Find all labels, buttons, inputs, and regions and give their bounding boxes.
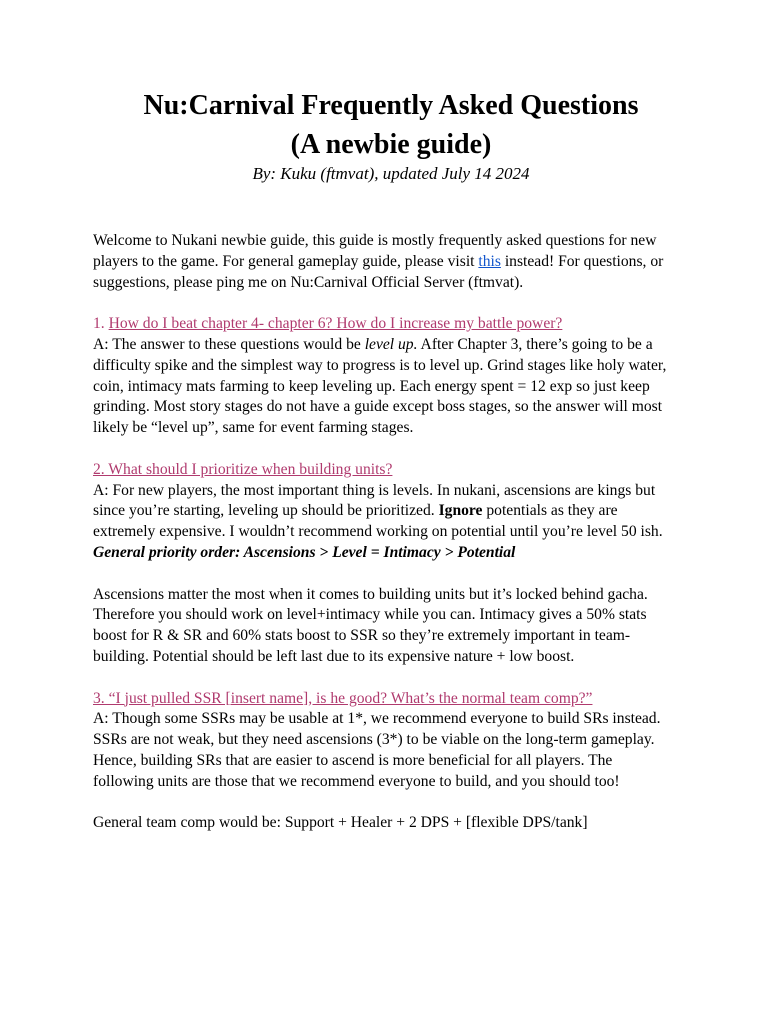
intro-paragraph	[93, 231, 675, 293]
answer-2-start: A: For new players, the most important thing is levels. In nukani, ascensions are kings but since you’re starting, leveling up should be prioritized.	[93, 481, 656, 520]
title-line-1: Nu:Carnival Frequently Asked Questions	[143, 90, 639, 121]
priority-order	[93, 543, 675, 564]
byline: By: Kuku (ftmvat), updated July 14 2024	[252, 164, 530, 183]
answer-1-rest: After Chapter 3, there’s going to be a difficulty spike and the simplest way to progress is to level up. Grind stages like holy water, coin, intimacy mats farming to keep leveling up. Each energy spent = 12 exp so just keep grinding. Most story stages do not have a guide except boss stages, so the answer will most likely be “level up”, same for event farming stages.	[93, 335, 667, 437]
title-line-2: (A newbie guide)	[290, 129, 492, 160]
answer-1	[93, 335, 675, 439]
gameplay-guide-link[interactable]: this	[478, 252, 501, 270]
question-3-text: 3. “I just pulled SSR [insert name], is he good? What’s the normal team comp?”	[93, 689, 593, 707]
answer-2	[93, 481, 675, 543]
answer-2-rest: potentials as they are extremely expensive. I wouldn’t recommend working on potential until you’re level 50 ish.	[93, 502, 663, 541]
team-comp-paragraph: General team comp would be: Support + Healer + 2 DPS + [flexible DPS/tank]	[93, 814, 588, 832]
answer-1-start: A: The answer to these questions would be	[93, 335, 365, 353]
priority-order-text: General priority order: Ascensions > Level = Intimacy > Potential	[93, 543, 516, 561]
question-1-number: 1.	[93, 315, 109, 333]
answer-3: A: Though some SSRs may be usable at 1*, we recommend everyone to build SRs instead. SSRs are not weak, but they need ascensions (3*) to be viable on the long-term gameplay. Hence, building SRs that are easier to ascend is more beneficial for all players. The following units are those that we recommend everyone to build, and you should too!	[93, 710, 661, 790]
document-body	[93, 231, 675, 834]
question-1-heading	[93, 314, 675, 335]
question-2-text: 2. What should I prioritize when building units?	[93, 460, 393, 478]
question-3-heading	[93, 689, 675, 710]
answer-2-bold: Ignore	[438, 502, 483, 520]
question-1-text: How do I beat chapter 4- chapter 6? How do I increase my battle power?	[108, 315, 563, 333]
ascension-paragraph: Ascensions matter the most when it comes to building units but it’s locked behind gacha. Therefore you should work on level+intimacy while you can. Intimacy gives a 50% stats boost for R & SR and 60% stats boost to SSR so they’re extremely important in team-building. Potential should be left last due to its expensive nature + low boost.	[93, 585, 648, 665]
intro-text-end: instead! For questions, or suggestions, please ping me on Nu:Carnival Official Server (ftmvat).	[93, 252, 664, 291]
document-title	[93, 86, 689, 164]
intro-text-start: Welcome to Nukani newbie guide, this guide is mostly frequently asked questions for new players to the game. For general gameplay guide, please visit	[93, 232, 657, 270]
answer-1-emphasis: level up.	[364, 335, 418, 353]
question-2-heading	[93, 460, 675, 481]
